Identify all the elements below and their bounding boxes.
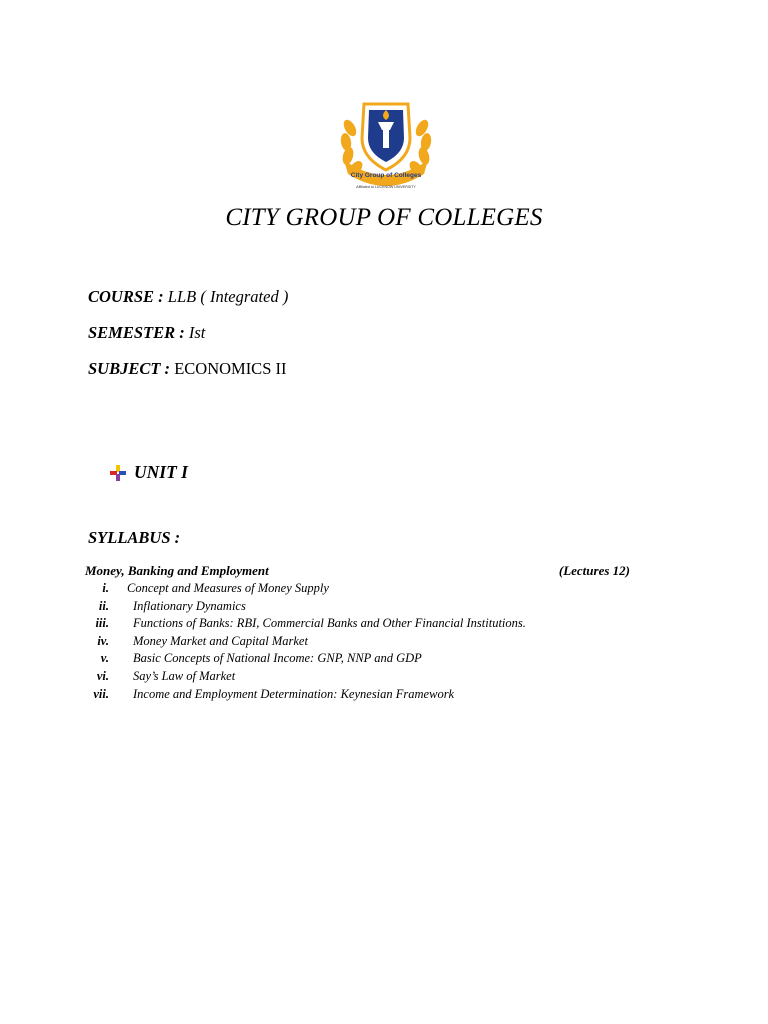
semester-line — [88, 323, 205, 343]
item-number: ii. — [98, 598, 109, 613]
item-text: Money Market and Capital Market — [133, 633, 308, 648]
item-text: Inflationary Dynamics — [133, 598, 246, 613]
subject-label: SUBJECT : — [88, 359, 175, 378]
semester-value: Ist — [188, 323, 206, 342]
list-item — [85, 581, 645, 599]
list-item — [85, 651, 645, 669]
item-text: Income and Employment Determination: Keynesian Framework — [133, 686, 455, 701]
document-title: CITY GROUP OF COLLEGES — [225, 204, 543, 231]
item-text: Functions of Banks: RBI, Commercial Banks and Other Financial Institutions. — [133, 616, 526, 631]
syllabus-heading: SYLLABUS : — [88, 528, 181, 547]
item-number: v. — [100, 651, 109, 666]
course-label: COURSE : — [88, 287, 168, 306]
list-item — [85, 669, 645, 687]
item-text: Concept and Measures of Money Supply — [127, 581, 329, 595]
syllabus-list — [85, 581, 645, 704]
item-number: iii. — [95, 616, 109, 631]
logo-affiliation-text: Affiliated to LUCKNOW UNIVERSITY — [356, 185, 416, 189]
unit-heading — [110, 462, 188, 483]
colored-cross-bullet-icon — [110, 465, 126, 481]
item-number: vii. — [93, 686, 109, 701]
semester-label: SEMESTER : — [88, 323, 189, 342]
item-number: iv. — [97, 633, 109, 648]
item-text: Basic Concepts of National Income: GNP, NNP and GDP — [133, 651, 422, 666]
lecture-count: (Lectures 12) — [558, 563, 630, 578]
list-item — [85, 687, 645, 705]
subject-line — [88, 359, 286, 379]
logo-ribbon-text: City Group of Colleges — [350, 172, 422, 179]
list-item — [85, 616, 645, 634]
unit-label: UNIT I — [134, 462, 188, 482]
course-line — [88, 287, 288, 307]
subject-value: ECONOMICS II — [174, 359, 287, 378]
item-number: vi. — [96, 668, 109, 683]
list-item — [85, 599, 645, 617]
list-item — [85, 634, 645, 652]
item-text: Say’s Law of Market — [133, 668, 236, 683]
college-logo — [338, 98, 434, 190]
syllabus-section-header — [85, 563, 630, 579]
item-number: i. — [102, 581, 109, 595]
course-value: LLB ( Integrated ) — [167, 287, 289, 306]
section-title: Money, Banking and Employment — [85, 563, 269, 578]
